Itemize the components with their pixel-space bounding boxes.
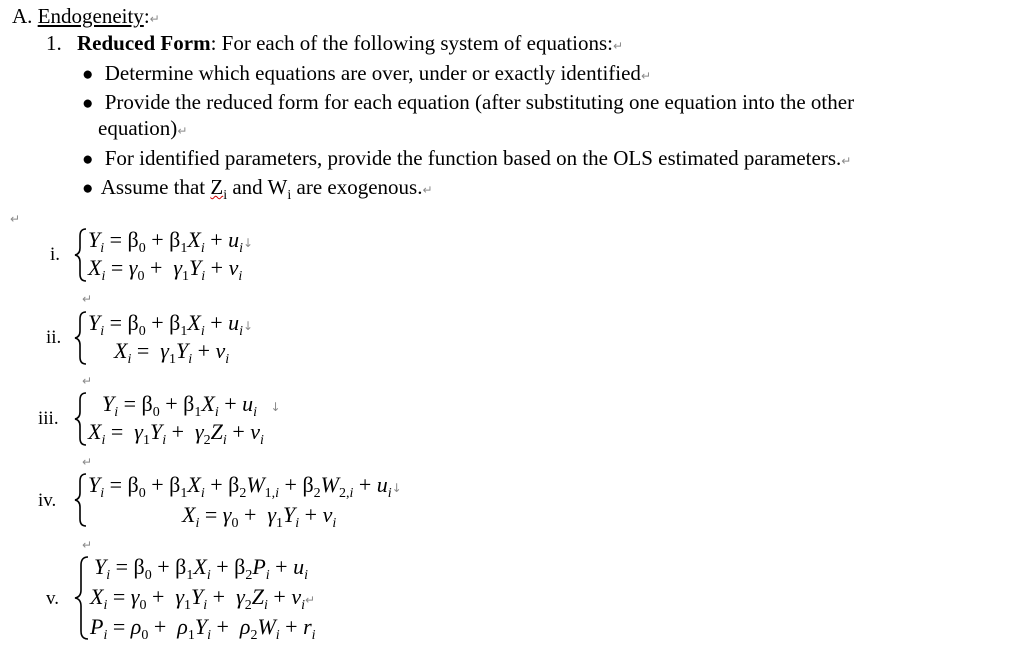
- system-label: iv.: [38, 490, 57, 511]
- equation-line: $P_i = \rho_0 + \rho_1Y_i + \rho_2W_i + r_i$: [90, 614, 316, 643]
- bullet-item: [82, 175, 433, 208]
- bullet-icon: ●: [82, 93, 94, 114]
- equation-line: $Y_i = \beta_0 + \beta_1X_i$ + $u_i↓$: [88, 227, 254, 256]
- bullet-text-tail: and W: [227, 175, 288, 199]
- bullet-icon: ●: [82, 149, 94, 170]
- bullet-icon: ●: [82, 178, 94, 199]
- bullet-text: Assume that: [100, 175, 211, 199]
- paragraph-mark: ↵: [640, 69, 651, 83]
- system-label: ii.: [46, 327, 62, 348]
- section-title: Endogeneity: [37, 4, 144, 28]
- paragraph-mark: ↵: [177, 124, 188, 138]
- bullet-text: For identified parameters, provide the function based on the OLS estimated parameters.: [104, 146, 842, 170]
- question-title: Reduced Form: [77, 31, 211, 55]
- paragraph-mark: ↵: [82, 455, 93, 469]
- paragraph-mark: ↵: [422, 183, 433, 197]
- equation-system-i: [74, 226, 334, 284]
- paragraph-mark: ↵: [82, 292, 93, 306]
- bullet-item: [82, 61, 651, 88]
- equation-line: $Y_i = \beta_0 + \beta_1X_i + u_i$ ↓: [102, 391, 281, 420]
- left-brace-icon: [74, 226, 88, 284]
- left-brace-icon: [74, 390, 88, 448]
- left-brace-icon: [74, 554, 90, 642]
- bullet-text: equation): [98, 116, 178, 140]
- bullet-item: [82, 90, 854, 116]
- section-letter: A.: [12, 4, 33, 28]
- paragraph-mark: ↵: [613, 39, 624, 53]
- equation-system-iii: [74, 390, 354, 448]
- paragraph-mark: ↵: [841, 154, 852, 168]
- left-brace-icon: [74, 471, 88, 529]
- equation-line: $X_i = \gamma_1Y_i + \gamma_2Z_i + v_i$: [88, 419, 264, 448]
- system-label: iii.: [38, 408, 59, 429]
- equation-system-v: [74, 554, 414, 642]
- paragraph-mark: ↵: [149, 12, 160, 26]
- section-heading: [12, 4, 160, 31]
- paragraph-mark: ↵: [82, 374, 93, 388]
- left-brace-icon: [74, 309, 88, 367]
- spellcheck-word: $Z_i$: [210, 175, 228, 203]
- question-heading: [46, 31, 623, 58]
- question-number: 1.: [46, 31, 62, 55]
- system-label: i.: [50, 244, 61, 265]
- equation-system-ii: [74, 309, 334, 367]
- equation-line: $X_i = \gamma_0 + \gamma_1Y_i + v_i$: [182, 502, 337, 531]
- section-colon: :: [143, 4, 150, 28]
- bullet-item: [82, 146, 851, 173]
- bullet-icon: ●: [82, 64, 94, 85]
- paragraph-mark: ↵: [82, 538, 93, 552]
- subscript: i: [287, 188, 292, 203]
- system-label: v.: [46, 588, 60, 609]
- bullet-continuation: [98, 116, 187, 143]
- equation-line: $Y_i = \beta_0 + \beta_1X_i + \beta_2P_i + u_i$: [94, 554, 308, 583]
- bullet-text-end: are exogenous.: [291, 175, 423, 199]
- equation-system-iv: [74, 471, 494, 529]
- equation-line: $X_i = \gamma_0 + \gamma_1Y_i + v_i$: [88, 255, 243, 284]
- bullet-text: Determine which equations are over, under or exactly identified: [104, 61, 641, 85]
- bullet-text: Provide the reduced form for each equation (after substituting one equation into the other: [104, 90, 855, 114]
- equation-line: $Y_i = \beta_0 + \beta_1X_i + \beta_2W_{1,i} + \beta_2W_{2,i}$ + $u_i↓$: [88, 472, 402, 501]
- equation-line: $X_i = \gamma_0 + \gamma_1Y_i + \gamma_2Z_i$ + $v_i↵$: [90, 584, 316, 613]
- question-intro: : For each of the following system of equations:: [210, 31, 613, 55]
- equation-line: $Y_i = \beta_0 + \beta_1X_i$ + $u_i↓$: [88, 310, 254, 339]
- paragraph-mark: ↵: [10, 212, 21, 226]
- equation-line: $X_i = \gamma_1Y_i + v_i$: [114, 338, 230, 367]
